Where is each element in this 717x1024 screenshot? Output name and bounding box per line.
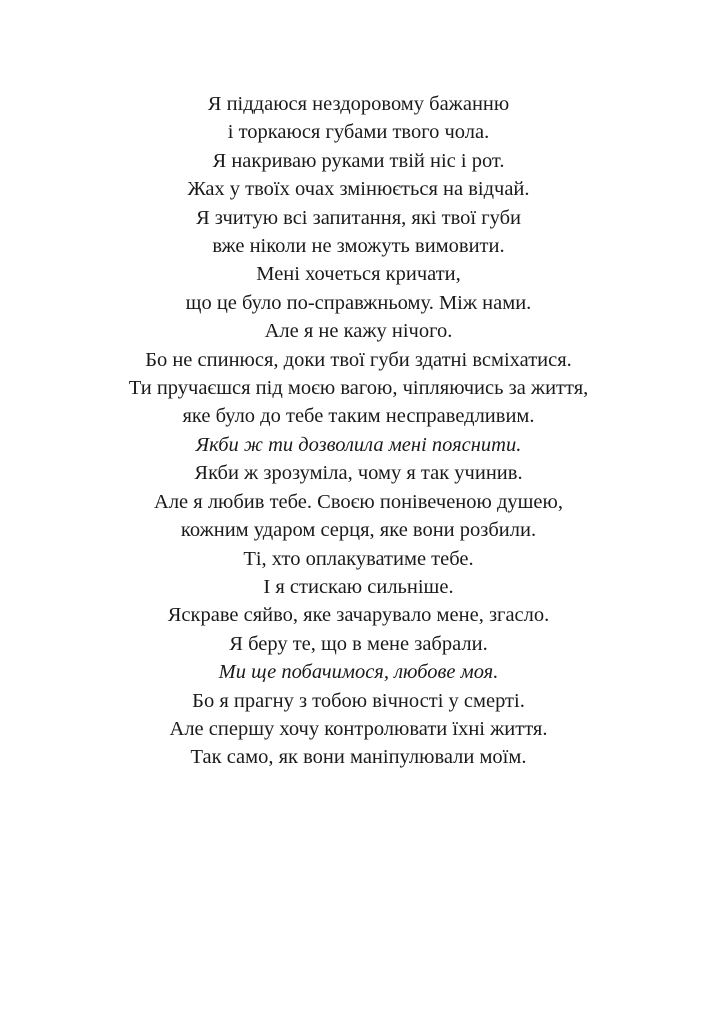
poem-line: Ти пручаєшся під моєю вагою, чіпляючись за життя, xyxy=(128,377,589,400)
poem-line: що це було по-справжньому. Між нами. xyxy=(185,291,532,314)
poem-line: Але я любив тебе. Своєю понівеченою душею, xyxy=(154,490,563,513)
poem-line: Так само, як вони маніпулювали моїм. xyxy=(190,746,527,769)
poem-line: Яскраве сяйво, яке зачарувало мене, згасло. xyxy=(167,604,550,627)
poem-text xyxy=(40,90,677,772)
poem-line: Мені хочеться кричати, xyxy=(256,263,461,286)
poem-line: Ті, хто оплакуватиме тебе. xyxy=(243,547,474,570)
poem-line: Я піддаюся нездоровому бажанню xyxy=(207,93,510,115)
poem-line: Я зчитую всі запитання, які твої губи xyxy=(196,206,521,229)
poem-line: Бо я прагну з тобою вічності у смерті. xyxy=(192,689,525,712)
poem-line: Я беру те, що в мене забрали. xyxy=(229,632,488,655)
poem-line: Я накриваю руками твій ніс і рот. xyxy=(212,149,505,172)
poem-line: Жах у твоїх очах змінюється на відчай. xyxy=(187,178,530,201)
poem-line: кожним ударом серця, яке вони розбили. xyxy=(180,519,537,542)
poem-line: вже ніколи не зможуть вимовити. xyxy=(212,235,505,258)
poem-line: і торкаюся губами твого чола. xyxy=(227,121,490,144)
poem-line-italic: Ми ще побачимося, любове моя. xyxy=(218,661,499,684)
poem-line: І я стискаю сильніше. xyxy=(263,575,454,598)
poem-line: Але спершу хочу контролювати їхні життя. xyxy=(169,717,548,740)
poem-line: Але я не кажу нічого. xyxy=(264,320,453,343)
poem-line: Бо не спинюся, доки твої губи здатні всміхатися. xyxy=(145,348,572,371)
poem-line: яке було до тебе таким несправедливим. xyxy=(182,405,535,428)
poem-line: Якби ж зрозуміла, чому я так учинив. xyxy=(194,462,523,485)
poem-line-italic: Якби ж ти дозволила мені пояснити. xyxy=(195,433,522,456)
